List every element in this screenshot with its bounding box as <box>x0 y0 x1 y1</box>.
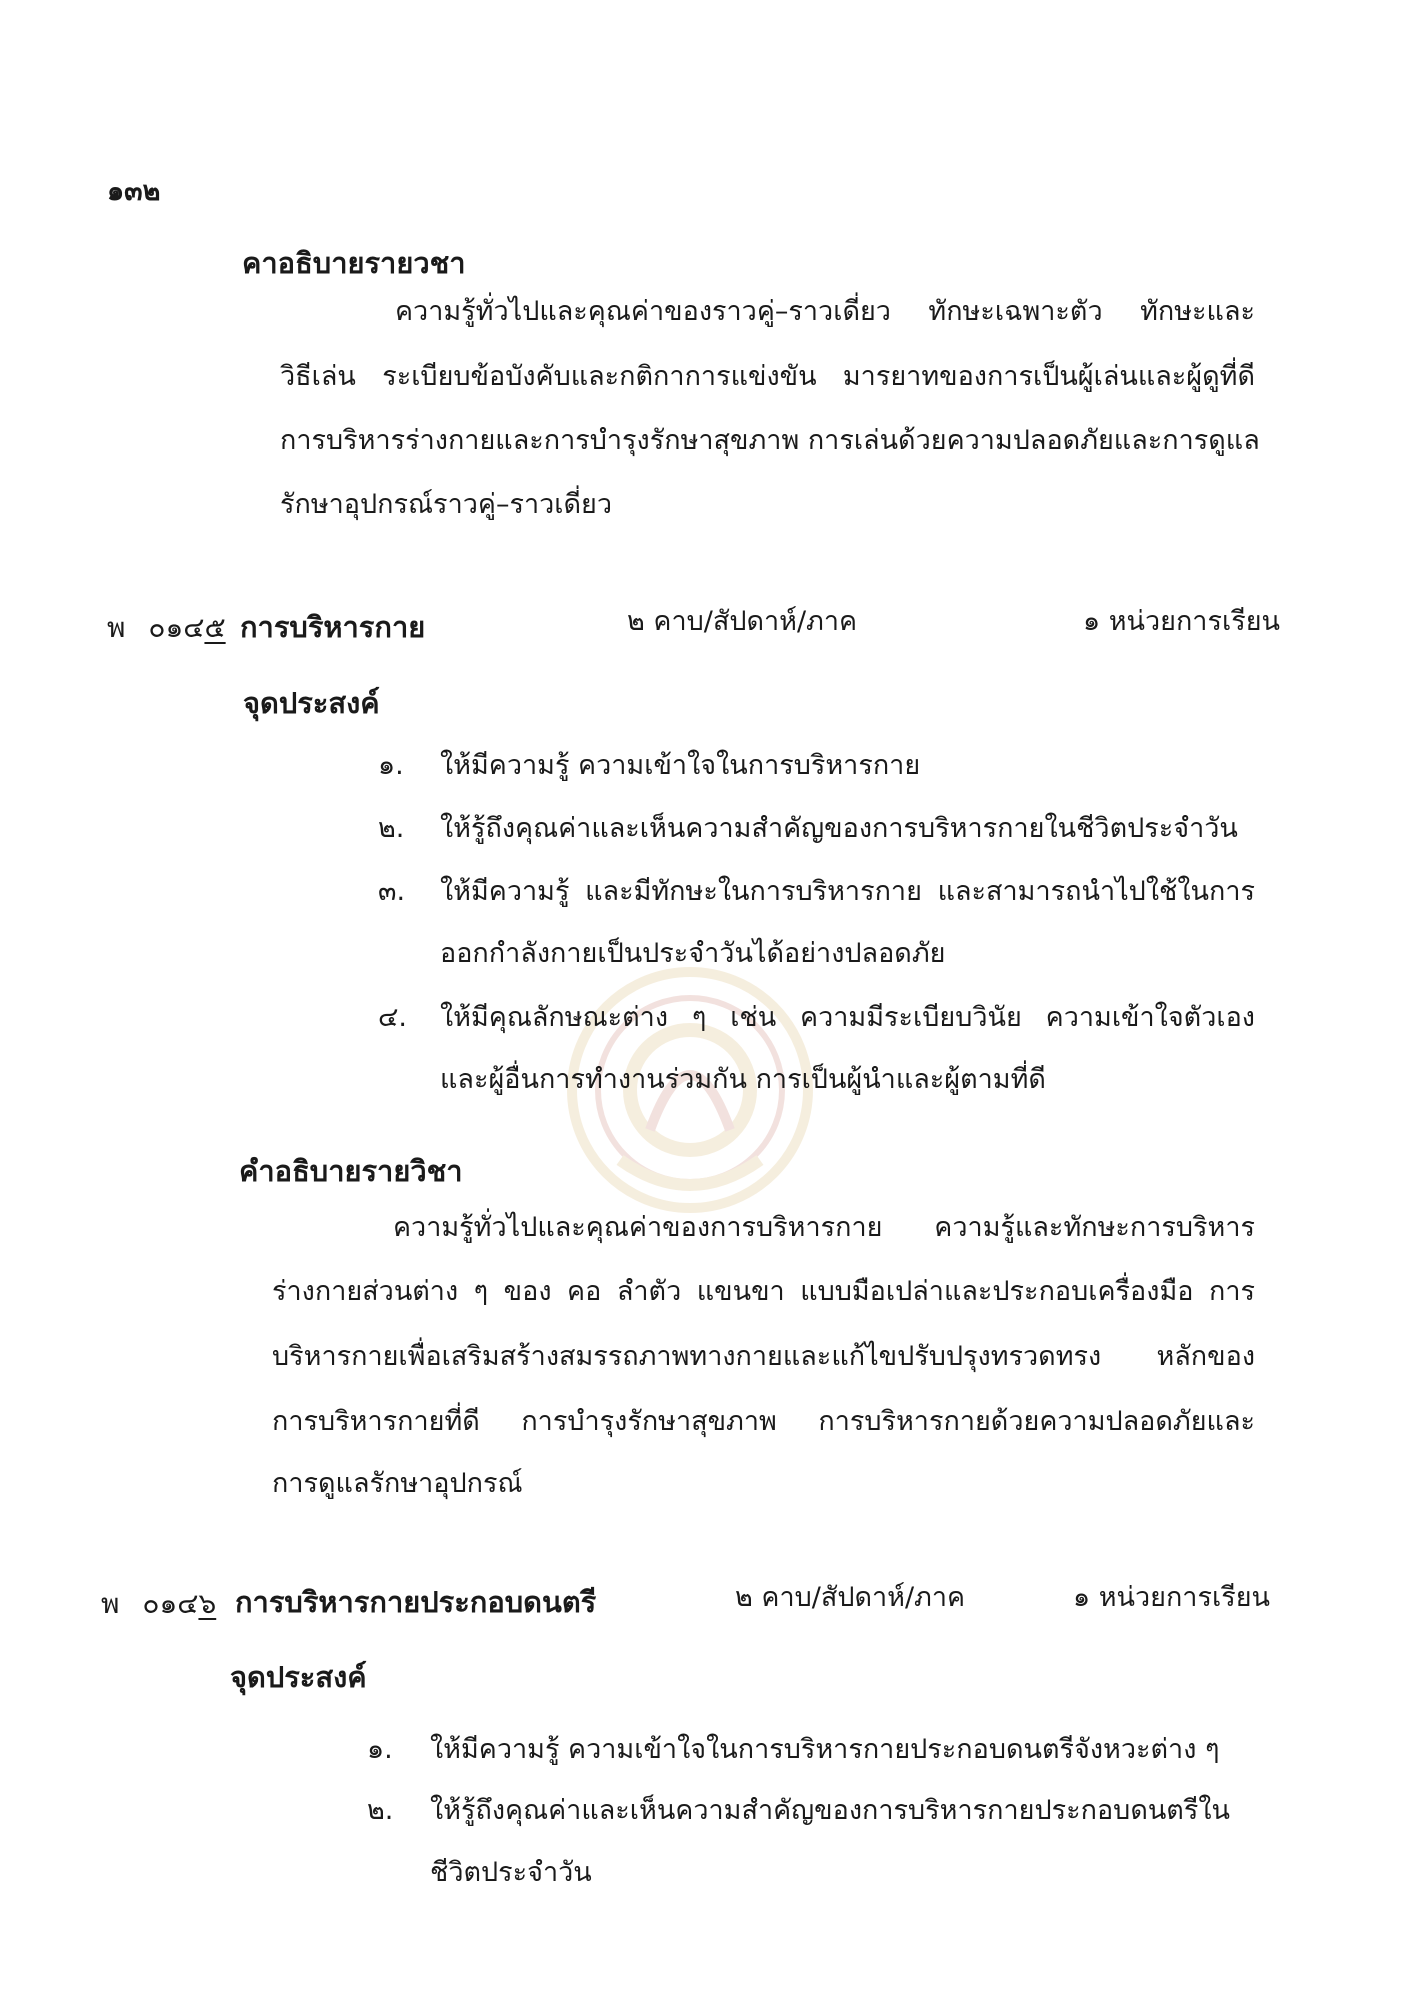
course1-desc-line-4: การบริหารกายที่ดี การบำรุงรักษาสุขภาพ การบริหารกายด้วยความปลอดภัยและ <box>272 1406 1255 1437</box>
course1-code <box>107 606 226 650</box>
course2-code-last: ๖ <box>198 1587 217 1620</box>
course1-objective-3-text-line-1: ให้มีความรู้ และมีทักษะในการบริหารกาย และสามารถนำไปใช้ในการ <box>440 876 1255 907</box>
section1-desc-line-2: วิธีเล่น ระเบียบข้อบังคับและกติกาการแข่งขัน มารยาทของการเป็นผู้เล่นและผู้ดูที่ดี <box>280 361 1255 392</box>
course1-objective-2-number: ๒. <box>378 813 405 844</box>
course1-description-heading: คำอธิบายรายวิชา <box>239 1154 463 1188</box>
course1-objective-3-number: ๓. <box>378 876 406 907</box>
course2-title: การบริหารกายประกอบดนตรี <box>235 1585 597 1619</box>
course1-prefix: พ <box>107 611 126 644</box>
course2-credits: ๑ หน่วยการเรียน <box>1073 1582 1270 1613</box>
course2-objective-1-text: ให้มีความรู้ ความเข้าใจในการบริหารกายประกอบดนตรีจังหวะต่าง ๆ <box>430 1734 1220 1765</box>
section1-description-heading: คาอธิบายรายวชา <box>242 246 466 280</box>
course1-desc-line-1: ความรู้ทั่วไปและคุณค่าของการบริหารกาย ความรู้และทักษะการบริหาร <box>393 1212 1255 1243</box>
course2-objective-2-number: ๒. <box>367 1795 394 1826</box>
course1-hours: ๒ คาบ/สัปดาห์/ภาค <box>627 606 858 637</box>
course2-prefix: พ <box>101 1587 120 1620</box>
page-number: ๑๓๒ <box>107 176 161 207</box>
course1-objective-4-number: ๔. <box>378 1002 408 1033</box>
section1-desc-line-4: รักษาอุปกรณ์ราวคู่–ราวเดี่ยว <box>280 489 613 520</box>
course2-objective-1-number: ๑. <box>367 1734 393 1765</box>
course1-desc-line-2: ร่างกายส่วนต่าง ๆ ของ คอ ลำตัว แขนขา แบบมือเปล่าและประกอบเครื่องมือ การ <box>272 1276 1255 1307</box>
course1-objective-1-text: ให้มีความรู้ ความเข้าใจในการบริหารกาย <box>440 750 921 781</box>
section1-desc-line-1: ความรู้ทั่วไปและคุณค่าของราวคู่–ราวเดี่ยว ทักษะเฉพาะตัว ทักษะและ <box>395 296 1255 327</box>
course2-code <box>101 1582 216 1626</box>
section1-desc-line-3: การบริหารร่างกายและการบำรุงรักษาสุขภาพ การเล่นด้วยความปลอดภัยและการดูแล <box>280 425 1260 456</box>
course1-title: การบริหารกาย <box>240 610 426 644</box>
course2-objectives-heading: จุดประสงค์ <box>230 1660 367 1694</box>
course1-objective-4-text-line-1: ให้มีคุณลักษณะต่าง ๆ เช่น ความมีระเบียบวินัย ความเข้าใจตัวเอง <box>440 1002 1255 1033</box>
course1-objective-3-text-line-2: ออกกำลังกายเป็นประจำวันได้อย่างปลอดภัย <box>440 938 946 969</box>
course2-objective-2-text-line-2: ชีวิตประจำวัน <box>430 1857 592 1888</box>
course2-code-main: ๐๑๔ <box>142 1587 199 1620</box>
course1-credits: ๑ หน่วยการเรียน <box>1083 606 1280 637</box>
course1-objective-2-text: ให้รู้ถึงคุณค่าและเห็นความสำคัญของการบริหารกายในชีวิตประจำวัน <box>440 813 1238 844</box>
course1-objectives-heading: จุดประสงค์ <box>243 686 380 720</box>
course1-objective-1-number: ๑. <box>378 750 404 781</box>
course1-desc-line-3: บริหารกายเพื่อเสริมสร้างสมรรถภาพทางกายและแก้ไขปรับปรุงทรวดทรง หลักของ <box>272 1341 1255 1372</box>
course1-desc-line-5: การดูแลรักษาอุปกรณ์ <box>272 1468 523 1499</box>
course1-code-last: ๕ <box>204 611 226 644</box>
course2-hours: ๒ คาบ/สัปดาห์/ภาค <box>735 1582 966 1613</box>
course1-code-main: ๐๑๔ <box>148 611 205 644</box>
course1-objective-4-text-line-2: และผู้อื่นการทำงานร่วมกัน การเป็นผู้นำและผู้ตามที่ดี <box>440 1064 1046 1095</box>
course2-objective-2-text-line-1: ให้รู้ถึงคุณค่าและเห็นความสำคัญของการบริหารกายประกอบดนตรีใน <box>430 1795 1230 1826</box>
